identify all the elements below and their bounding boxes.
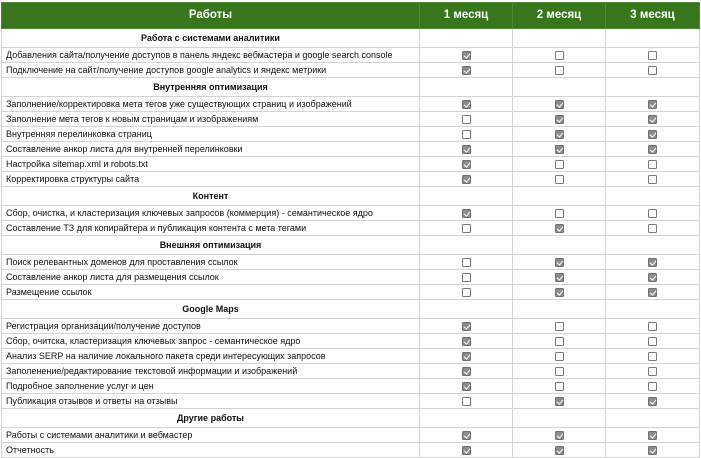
- cell-month-2: [513, 334, 606, 349]
- checkbox-checked[interactable]: [648, 431, 657, 440]
- table-row: [2, 112, 700, 127]
- table-row: [2, 221, 700, 236]
- cell-month-1: [420, 285, 513, 300]
- task-label: Отчетность: [2, 443, 420, 458]
- cell-month-2: [513, 285, 606, 300]
- task-label: Подробное заполнение услуг и цен: [2, 379, 420, 394]
- checkbox-checked[interactable]: [648, 130, 657, 139]
- checkbox-checked[interactable]: [462, 337, 471, 346]
- checkbox-unchecked[interactable]: [648, 175, 657, 184]
- cell-month-2: [513, 172, 606, 187]
- cell-month-2: [513, 97, 606, 112]
- section-title: Google Maps: [2, 300, 420, 319]
- table-row: [2, 127, 700, 142]
- cell-month-3: [606, 428, 700, 443]
- task-label: Заполенение/редактирование текстовой информации и изображений: [2, 364, 420, 379]
- section-row: [2, 29, 700, 48]
- checkbox-checked[interactable]: [462, 145, 471, 154]
- checkbox-checked[interactable]: [555, 397, 564, 406]
- task-label: Внутренняя перелинковка страниц: [2, 127, 420, 142]
- cell-month-1: [420, 142, 513, 157]
- cell-month-1: [420, 319, 513, 334]
- checkbox-unchecked[interactable]: [555, 51, 564, 60]
- cell-month-1: [420, 63, 513, 78]
- task-label: Настройка sitemap.xml и robots.txt: [2, 157, 420, 172]
- cell-month-1: [420, 255, 513, 270]
- table-row: [2, 142, 700, 157]
- section-empty-cell: [606, 236, 700, 255]
- checkbox-unchecked[interactable]: [462, 224, 471, 233]
- section-empty-cell: [606, 187, 700, 206]
- checkbox-unchecked[interactable]: [648, 352, 657, 361]
- checkbox-unchecked[interactable]: [555, 352, 564, 361]
- cell-month-3: [606, 334, 700, 349]
- section-empty-cell: [513, 409, 606, 428]
- section-row: [2, 78, 700, 97]
- task-label: Сбор, очитска, кластеризация ключевых запрос - семантическое ядро: [2, 334, 420, 349]
- checkbox-checked[interactable]: [462, 446, 471, 455]
- table-row: [2, 97, 700, 112]
- table-row: [2, 364, 700, 379]
- checkbox-unchecked[interactable]: [648, 51, 657, 60]
- cell-month-2: [513, 142, 606, 157]
- checkbox-checked[interactable]: [648, 446, 657, 455]
- checkbox-unchecked[interactable]: [648, 382, 657, 391]
- checkbox-checked[interactable]: [555, 145, 564, 154]
- cell-month-2: [513, 349, 606, 364]
- section-empty-cell: [420, 187, 513, 206]
- checkbox-checked[interactable]: [648, 115, 657, 124]
- table-row: [2, 48, 700, 63]
- section-empty-cell: [513, 29, 606, 48]
- table-row: [2, 349, 700, 364]
- section-row: [2, 236, 700, 255]
- cell-month-3: [606, 157, 700, 172]
- cell-month-3: [606, 364, 700, 379]
- table-row: [2, 270, 700, 285]
- checkbox-checked[interactable]: [555, 273, 564, 282]
- checkbox-unchecked[interactable]: [648, 224, 657, 233]
- cell-month-3: [606, 112, 700, 127]
- cell-month-1: [420, 364, 513, 379]
- checkbox-checked[interactable]: [648, 397, 657, 406]
- cell-month-1: [420, 379, 513, 394]
- checkbox-checked[interactable]: [555, 100, 564, 109]
- task-label: Заполнение мета тегов к новым страницам и изображениям: [2, 112, 420, 127]
- checkbox-unchecked[interactable]: [555, 209, 564, 218]
- cell-month-1: [420, 97, 513, 112]
- section-empty-cell: [420, 29, 513, 48]
- checkbox-checked[interactable]: [462, 66, 471, 75]
- checkbox-checked[interactable]: [555, 115, 564, 124]
- task-label: Сбор, очистка, и кластеризация ключевых запросов (коммерция) - семантическое ядро: [2, 206, 420, 221]
- cell-month-3: [606, 97, 700, 112]
- cell-month-3: [606, 394, 700, 409]
- checkbox-checked[interactable]: [648, 273, 657, 282]
- checkbox-unchecked[interactable]: [648, 66, 657, 75]
- checkbox-unchecked[interactable]: [462, 115, 471, 124]
- checkbox-unchecked[interactable]: [555, 382, 564, 391]
- checkbox-unchecked[interactable]: [555, 160, 564, 169]
- cell-month-2: [513, 157, 606, 172]
- checkbox-unchecked[interactable]: [555, 367, 564, 376]
- section-empty-cell: [606, 300, 700, 319]
- section-empty-cell: [513, 300, 606, 319]
- section-empty-cell: [513, 187, 606, 206]
- section-empty-cell: [606, 78, 700, 97]
- header-works: Работы: [2, 3, 420, 29]
- table-row: [2, 285, 700, 300]
- cell-month-2: [513, 394, 606, 409]
- cell-month-1: [420, 127, 513, 142]
- table-row: [2, 157, 700, 172]
- cell-month-3: [606, 255, 700, 270]
- cell-month-3: [606, 48, 700, 63]
- cell-month-1: [420, 48, 513, 63]
- section-title: Внешняя оптимизация: [2, 236, 420, 255]
- section-empty-cell: [606, 409, 700, 428]
- checkbox-checked[interactable]: [648, 100, 657, 109]
- seo-plan-table: [1, 2, 700, 458]
- checkbox-checked[interactable]: [462, 209, 471, 218]
- cell-month-2: [513, 428, 606, 443]
- checkbox-unchecked[interactable]: [462, 397, 471, 406]
- checkbox-checked[interactable]: [648, 145, 657, 154]
- task-label: Работы с системами аналитики и вебмастер: [2, 428, 420, 443]
- section-row: [2, 409, 700, 428]
- checkbox-unchecked[interactable]: [648, 160, 657, 169]
- checkbox-unchecked[interactable]: [648, 337, 657, 346]
- table-row: [2, 206, 700, 221]
- table-row: [2, 63, 700, 78]
- checkbox-unchecked[interactable]: [555, 66, 564, 75]
- cell-month-2: [513, 255, 606, 270]
- cell-month-2: [513, 443, 606, 458]
- section-row: [2, 300, 700, 319]
- checkbox-checked[interactable]: [462, 431, 471, 440]
- section-empty-cell: [513, 78, 606, 97]
- table-row: [2, 255, 700, 270]
- checkbox-checked[interactable]: [555, 288, 564, 297]
- task-label: Поиск релевантных доменов для проставления ссылок: [2, 255, 420, 270]
- checkbox-checked[interactable]: [462, 322, 471, 331]
- section-empty-cell: [513, 236, 606, 255]
- checkbox-checked[interactable]: [462, 382, 471, 391]
- cell-month-2: [513, 127, 606, 142]
- task-label: Корректировка структуры сайта: [2, 172, 420, 187]
- header-month-1: 1 месяц: [420, 3, 513, 29]
- table-row: [2, 334, 700, 349]
- cell-month-3: [606, 285, 700, 300]
- cell-month-1: [420, 428, 513, 443]
- task-label: Заполнение/корректировка мета тегов уже существующих страниц и изображений: [2, 97, 420, 112]
- checkbox-checked[interactable]: [555, 224, 564, 233]
- cell-month-3: [606, 379, 700, 394]
- checkbox-unchecked[interactable]: [648, 367, 657, 376]
- table-row: [2, 319, 700, 334]
- section-title: Работа с системами аналитики: [2, 29, 420, 48]
- table-body: [2, 29, 700, 458]
- section-title: Контент: [2, 187, 420, 206]
- task-label: Составление анкор листа для внутренней перелинковки: [2, 142, 420, 157]
- checkbox-checked[interactable]: [462, 367, 471, 376]
- checkbox-checked[interactable]: [462, 175, 471, 184]
- task-label: Составление ТЗ для копирайтера и публикация контента с мета тегами: [2, 221, 420, 236]
- cell-month-1: [420, 172, 513, 187]
- checkbox-checked[interactable]: [462, 160, 471, 169]
- cell-month-2: [513, 112, 606, 127]
- checkbox-unchecked[interactable]: [462, 273, 471, 282]
- checkbox-checked[interactable]: [462, 352, 471, 361]
- checkbox-checked[interactable]: [555, 130, 564, 139]
- cell-month-3: [606, 142, 700, 157]
- table-row: [2, 172, 700, 187]
- cell-month-2: [513, 270, 606, 285]
- checkbox-unchecked[interactable]: [555, 322, 564, 331]
- cell-month-2: [513, 221, 606, 236]
- checkbox-checked[interactable]: [555, 431, 564, 440]
- checkbox-unchecked[interactable]: [555, 175, 564, 184]
- cell-month-3: [606, 127, 700, 142]
- cell-month-1: [420, 270, 513, 285]
- task-label: Составление анкор листа для размещения ссылок: [2, 270, 420, 285]
- checkbox-unchecked[interactable]: [648, 322, 657, 331]
- cell-month-2: [513, 63, 606, 78]
- cell-month-1: [420, 349, 513, 364]
- task-label: Регистрация организации/получение доступов: [2, 319, 420, 334]
- cell-month-2: [513, 364, 606, 379]
- checkbox-checked[interactable]: [555, 446, 564, 455]
- checkbox-unchecked[interactable]: [462, 130, 471, 139]
- table-row: [2, 428, 700, 443]
- cell-month-3: [606, 270, 700, 285]
- checkbox-checked[interactable]: [555, 258, 564, 267]
- header-month-3: 3 месяц: [606, 3, 700, 29]
- checkbox-unchecked[interactable]: [462, 288, 471, 297]
- cell-month-1: [420, 157, 513, 172]
- checkbox-checked[interactable]: [462, 51, 471, 60]
- cell-month-1: [420, 394, 513, 409]
- section-empty-cell: [606, 29, 700, 48]
- cell-month-1: [420, 443, 513, 458]
- checkbox-unchecked[interactable]: [648, 209, 657, 218]
- section-row: [2, 187, 700, 206]
- task-label: Подключение на сайт/получение доступов google analytics и яндекс метрики: [2, 63, 420, 78]
- cell-month-3: [606, 349, 700, 364]
- checkbox-unchecked[interactable]: [555, 337, 564, 346]
- header-month-2: 2 месяц: [513, 3, 606, 29]
- section-title: Другие работы: [2, 409, 420, 428]
- checkbox-unchecked[interactable]: [462, 258, 471, 267]
- cell-month-3: [606, 63, 700, 78]
- cell-month-2: [513, 48, 606, 63]
- section-empty-cell: [420, 78, 513, 97]
- cell-month-1: [420, 221, 513, 236]
- cell-month-3: [606, 319, 700, 334]
- cell-month-1: [420, 112, 513, 127]
- task-label: Добавления сайта/получение доступов в панель яндекс вебмастера и google search console: [2, 48, 420, 63]
- cell-month-3: [606, 206, 700, 221]
- cell-month-3: [606, 221, 700, 236]
- cell-month-2: [513, 319, 606, 334]
- cell-month-3: [606, 172, 700, 187]
- section-title: Внутренняя оптимизация: [2, 78, 420, 97]
- checkbox-checked[interactable]: [462, 100, 471, 109]
- table-row: [2, 379, 700, 394]
- table-row: [2, 394, 700, 409]
- task-label: Анализ SERP на наличие локального пакета среди интересующих запросов: [2, 349, 420, 364]
- header-row: [2, 3, 700, 29]
- section-empty-cell: [420, 300, 513, 319]
- checkbox-checked[interactable]: [648, 288, 657, 297]
- checkbox-checked[interactable]: [648, 258, 657, 267]
- task-label: Публикация отзывов и ответы на отзывы: [2, 394, 420, 409]
- cell-month-1: [420, 334, 513, 349]
- cell-month-1: [420, 206, 513, 221]
- section-empty-cell: [420, 409, 513, 428]
- task-label: Размещение ссылок: [2, 285, 420, 300]
- cell-month-2: [513, 206, 606, 221]
- cell-month-2: [513, 379, 606, 394]
- table-row: [2, 443, 700, 458]
- seo-plan-sheet: [1, 2, 699, 458]
- cell-month-3: [606, 443, 700, 458]
- section-empty-cell: [420, 236, 513, 255]
